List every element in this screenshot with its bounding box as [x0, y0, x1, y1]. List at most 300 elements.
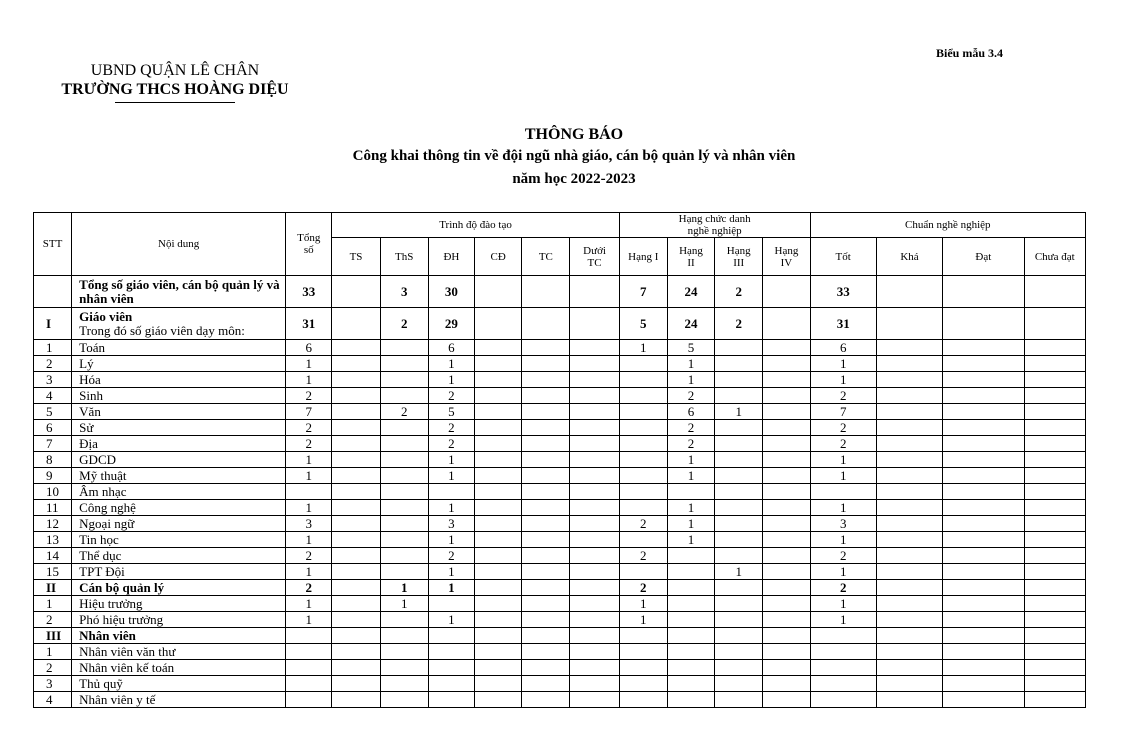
- row-value: [943, 452, 1024, 468]
- group-training-level: Trình độ đào tạo: [332, 213, 619, 238]
- row-value: [428, 644, 474, 660]
- row-value: [1024, 500, 1085, 516]
- row-label: [72, 404, 286, 420]
- row-value: [763, 532, 810, 548]
- row-label-text: Thể dục: [79, 548, 122, 563]
- row-value: 1: [667, 500, 714, 516]
- row-label-text: Phó hiệu trưởng: [79, 612, 164, 627]
- row-value: [380, 676, 428, 692]
- row-label: [72, 548, 286, 564]
- row-value: [1024, 276, 1085, 308]
- row-value: [332, 628, 380, 644]
- col-rank-2: [667, 238, 714, 276]
- row-value: [428, 596, 474, 612]
- row-stt: I: [34, 308, 72, 340]
- row-value: 1: [286, 356, 332, 372]
- row-value: [522, 660, 570, 676]
- row-label: [72, 516, 286, 532]
- col-stt: STT: [34, 213, 72, 276]
- col-ths: ThS: [380, 238, 428, 276]
- document-title: THÔNG BÁO: [524, 126, 624, 143]
- row-value: [763, 420, 810, 436]
- row-value: 5: [619, 308, 667, 340]
- row-value: [943, 356, 1024, 372]
- row-value: [715, 580, 763, 596]
- row-value: [715, 516, 763, 532]
- col-below-tc-label: Dưới TC: [583, 244, 606, 269]
- row-value: [286, 660, 332, 676]
- group-professional-standard: Chuẩn nghề nghiệp: [810, 213, 1085, 238]
- row-value: [876, 340, 942, 356]
- row-label-text: Cán bộ quản lý: [79, 580, 165, 595]
- row-value: [715, 468, 763, 484]
- row-value: 1: [428, 500, 474, 516]
- row-value: [943, 596, 1024, 612]
- row-label: [72, 340, 286, 356]
- header-underline: [115, 102, 235, 103]
- row-value: [943, 420, 1024, 436]
- col-rank-3: [715, 238, 763, 276]
- col-pass: Đạt: [943, 238, 1024, 276]
- row-value: [522, 580, 570, 596]
- row-label-text: Sử: [79, 420, 94, 435]
- school-name: TRƯỜNG THCS HOÀNG DIỆU: [61, 81, 289, 98]
- row-value: [715, 420, 763, 436]
- row-value: [570, 580, 619, 596]
- row-label-text: Sinh: [79, 388, 104, 403]
- row-value: [876, 660, 942, 676]
- row-value: [522, 436, 570, 452]
- row-stt: 8: [34, 452, 72, 468]
- row-value: [876, 564, 942, 580]
- row-value: [810, 628, 876, 644]
- row-value: 5: [428, 404, 474, 420]
- row-label-text: Địa: [79, 436, 98, 451]
- row-value: [475, 340, 522, 356]
- row-value: [763, 660, 810, 676]
- row-value: 1: [667, 356, 714, 372]
- row-label-text: Tin học: [79, 532, 119, 547]
- document-subtitle: Công khai thông tin về đội ngũ nhà giáo, cán bộ quản lý và nhân viên: [352, 148, 796, 164]
- row-value: [715, 660, 763, 676]
- row-value: [715, 612, 763, 628]
- row-label: [72, 596, 286, 612]
- row-value: [763, 644, 810, 660]
- row-label: [72, 692, 286, 708]
- row-value: [522, 692, 570, 708]
- table-row: [34, 628, 1086, 644]
- table-row: [34, 516, 1086, 532]
- row-value: [619, 420, 667, 436]
- row-value: [876, 500, 942, 516]
- row-value: 2: [810, 580, 876, 596]
- row-value: 2: [715, 308, 763, 340]
- row-value: 24: [667, 276, 714, 308]
- row-value: [1024, 468, 1085, 484]
- row-value: [428, 676, 474, 692]
- table-row: [34, 356, 1086, 372]
- row-value: [286, 484, 332, 500]
- row-value: [332, 548, 380, 564]
- row-value: [810, 484, 876, 500]
- row-value: [667, 596, 714, 612]
- row-value: 31: [286, 308, 332, 340]
- row-value: [570, 356, 619, 372]
- row-value: [332, 404, 380, 420]
- row-value: [810, 660, 876, 676]
- row-value: [570, 548, 619, 564]
- row-value: [1024, 532, 1085, 548]
- row-value: [876, 484, 942, 500]
- row-stt: 11: [34, 500, 72, 516]
- col-rank-2-label: Hạng II: [679, 244, 703, 269]
- row-stt: 10: [34, 484, 72, 500]
- row-value: [763, 356, 810, 372]
- row-value: [380, 340, 428, 356]
- row-value: [380, 612, 428, 628]
- row-value: 1: [428, 532, 474, 548]
- row-value: [619, 532, 667, 548]
- row-value: [1024, 420, 1085, 436]
- row-label: [72, 580, 286, 596]
- row-value: [715, 356, 763, 372]
- row-value: 1: [286, 596, 332, 612]
- row-value: [570, 500, 619, 516]
- table-row: [34, 404, 1086, 420]
- row-value: [667, 676, 714, 692]
- row-value: [763, 580, 810, 596]
- row-value: [619, 564, 667, 580]
- row-value: [475, 308, 522, 340]
- row-value: [619, 484, 667, 500]
- row-value: 2: [619, 516, 667, 532]
- row-label-text: Nhân viên kế toán: [79, 660, 175, 675]
- row-value: [1024, 564, 1085, 580]
- row-value: [475, 372, 522, 388]
- row-value: [1024, 692, 1085, 708]
- row-value: [332, 692, 380, 708]
- col-cd: CĐ: [475, 238, 522, 276]
- row-value: [380, 372, 428, 388]
- row-label: [72, 276, 286, 308]
- row-value: [380, 356, 428, 372]
- row-value: [522, 276, 570, 308]
- row-value: [570, 628, 619, 644]
- row-label-text: Thủ quỹ: [79, 676, 123, 691]
- row-value: [286, 644, 332, 660]
- row-value: 33: [810, 276, 876, 308]
- row-value: 2: [619, 580, 667, 596]
- row-value: [619, 436, 667, 452]
- row-value: 1: [428, 372, 474, 388]
- row-value: 1: [667, 372, 714, 388]
- row-value: [619, 644, 667, 660]
- row-value: 2: [286, 548, 332, 564]
- row-value: 1: [810, 468, 876, 484]
- row-value: [380, 628, 428, 644]
- row-value: [763, 692, 810, 708]
- row-value: 2: [286, 420, 332, 436]
- row-value: [763, 404, 810, 420]
- table-row: [34, 676, 1086, 692]
- row-value: [428, 628, 474, 644]
- row-value: [667, 644, 714, 660]
- row-value: [522, 676, 570, 692]
- row-value: [943, 548, 1024, 564]
- row-value: 33: [286, 276, 332, 308]
- row-value: [522, 596, 570, 612]
- table-row: [34, 484, 1086, 500]
- row-value: [876, 628, 942, 644]
- row-value: [667, 660, 714, 676]
- row-value: [943, 388, 1024, 404]
- row-value: [943, 628, 1024, 644]
- row-value: 2: [667, 420, 714, 436]
- row-value: 1: [286, 468, 332, 484]
- row-value: [1024, 356, 1085, 372]
- table-row: [34, 532, 1086, 548]
- col-content: Nội dung: [72, 213, 286, 276]
- row-value: [763, 484, 810, 500]
- row-value: 1: [810, 596, 876, 612]
- row-value: [1024, 628, 1085, 644]
- row-value: [380, 564, 428, 580]
- group-professional-rank: [619, 213, 810, 238]
- row-label: [72, 420, 286, 436]
- row-value: 1: [286, 532, 332, 548]
- row-value: [428, 484, 474, 500]
- row-label-text: Công nghệ: [79, 500, 136, 515]
- row-value: [943, 532, 1024, 548]
- row-value: 3: [428, 516, 474, 532]
- row-value: [876, 276, 942, 308]
- row-label-text: Mỹ thuật: [79, 468, 127, 483]
- row-value: [763, 596, 810, 612]
- row-value: [522, 452, 570, 468]
- row-value: 2: [428, 548, 474, 564]
- row-value: [763, 436, 810, 452]
- row-value: [522, 340, 570, 356]
- district-name: UBND QUẬN LÊ CHÂN: [90, 62, 260, 79]
- row-value: [763, 388, 810, 404]
- row-value: 2: [715, 276, 763, 308]
- row-value: [332, 468, 380, 484]
- row-value: [475, 628, 522, 644]
- row-value: [1024, 660, 1085, 676]
- row-stt: [34, 276, 72, 308]
- row-stt: 5: [34, 404, 72, 420]
- row-value: [570, 564, 619, 580]
- row-value: 1: [286, 564, 332, 580]
- row-value: [943, 468, 1024, 484]
- row-value: [763, 372, 810, 388]
- row-value: [619, 404, 667, 420]
- row-value: 2: [286, 580, 332, 596]
- staff-table: [33, 212, 1086, 708]
- row-value: [943, 660, 1024, 676]
- row-label-text: TPT Đội: [79, 564, 125, 579]
- row-value: [522, 516, 570, 532]
- row-value: 2: [380, 308, 428, 340]
- row-value: [876, 580, 942, 596]
- row-value: [522, 500, 570, 516]
- row-value: 1: [715, 564, 763, 580]
- row-value: [619, 468, 667, 484]
- row-value: [715, 644, 763, 660]
- row-value: [763, 516, 810, 532]
- row-value: [1024, 596, 1085, 612]
- row-value: [1024, 548, 1085, 564]
- row-value: [876, 596, 942, 612]
- row-value: [570, 340, 619, 356]
- row-stt: 3: [34, 372, 72, 388]
- row-value: [332, 644, 380, 660]
- row-value: 3: [286, 516, 332, 532]
- row-value: [570, 484, 619, 500]
- row-value: 1: [810, 612, 876, 628]
- col-total: [286, 213, 332, 276]
- row-value: [570, 660, 619, 676]
- row-value: 2: [667, 436, 714, 452]
- row-value: [475, 452, 522, 468]
- row-value: [332, 612, 380, 628]
- row-label: [72, 500, 286, 516]
- col-below-tc: [570, 238, 619, 276]
- row-value: [943, 612, 1024, 628]
- row-value: [475, 596, 522, 612]
- table-row: [34, 452, 1086, 468]
- row-value: [332, 308, 380, 340]
- row-value: 3: [810, 516, 876, 532]
- row-value: [1024, 452, 1085, 468]
- row-value: [428, 660, 474, 676]
- row-label-text: Nhân viên văn thư: [79, 644, 176, 659]
- row-stt: 1: [34, 644, 72, 660]
- row-value: [475, 404, 522, 420]
- row-value: [876, 436, 942, 452]
- row-label-text: Tổng số giáo viên, cán bộ quản lý và nhân viên: [79, 276, 280, 306]
- row-stt: 9: [34, 468, 72, 484]
- row-value: [380, 532, 428, 548]
- row-value: 7: [286, 404, 332, 420]
- row-value: [715, 676, 763, 692]
- row-value: [943, 692, 1024, 708]
- row-value: [380, 692, 428, 708]
- row-label-text: Toán: [79, 340, 105, 355]
- row-value: [475, 420, 522, 436]
- row-value: 1: [380, 596, 428, 612]
- row-stt: 1: [34, 596, 72, 612]
- row-value: [286, 676, 332, 692]
- row-value: [1024, 372, 1085, 388]
- row-value: [715, 388, 763, 404]
- row-value: [763, 500, 810, 516]
- table-row: [34, 436, 1086, 452]
- row-value: [876, 372, 942, 388]
- row-value: [332, 516, 380, 532]
- row-value: [763, 628, 810, 644]
- row-value: [810, 676, 876, 692]
- row-value: [715, 692, 763, 708]
- row-stt: 13: [34, 532, 72, 548]
- row-value: [380, 644, 428, 660]
- col-tc: TC: [522, 238, 570, 276]
- row-label-text: GDCD: [79, 452, 117, 467]
- row-value: [475, 388, 522, 404]
- row-value: [570, 404, 619, 420]
- row-stt: 3: [34, 676, 72, 692]
- row-value: [570, 532, 619, 548]
- row-value: 2: [286, 436, 332, 452]
- row-value: [475, 532, 522, 548]
- row-stt: 15: [34, 564, 72, 580]
- row-value: 1: [810, 452, 876, 468]
- row-value: [332, 276, 380, 308]
- table-row: [34, 468, 1086, 484]
- row-value: [522, 644, 570, 660]
- row-value: 1: [286, 500, 332, 516]
- row-value: [810, 692, 876, 708]
- row-value: [475, 436, 522, 452]
- form-number: Biểu mẫu 3.4: [936, 46, 1004, 60]
- row-value: [475, 548, 522, 564]
- row-value: [715, 532, 763, 548]
- row-label-text: Lý: [79, 356, 94, 371]
- row-value: [1024, 340, 1085, 356]
- row-value: [570, 420, 619, 436]
- table-row: [34, 596, 1086, 612]
- row-value: [332, 452, 380, 468]
- table-row: [34, 372, 1086, 388]
- row-value: [715, 372, 763, 388]
- row-label: [72, 452, 286, 468]
- row-value: [763, 676, 810, 692]
- row-value: [570, 516, 619, 532]
- row-stt: II: [34, 580, 72, 596]
- row-value: 1: [428, 564, 474, 580]
- row-value: [1024, 404, 1085, 420]
- row-value: 6: [667, 404, 714, 420]
- row-value: [286, 628, 332, 644]
- row-value: [570, 436, 619, 452]
- col-fair: Khá: [876, 238, 942, 276]
- table-row: [34, 420, 1086, 436]
- row-value: [715, 452, 763, 468]
- row-value: 30: [428, 276, 474, 308]
- row-value: [876, 692, 942, 708]
- row-value: [522, 308, 570, 340]
- table-row: [34, 612, 1086, 628]
- row-value: [1024, 612, 1085, 628]
- row-value: 1: [667, 532, 714, 548]
- row-value: [876, 548, 942, 564]
- row-value: [380, 484, 428, 500]
- col-rank-4: [763, 238, 810, 276]
- row-value: 2: [810, 420, 876, 436]
- col-rank-1: Hạng I: [619, 238, 667, 276]
- row-value: 6: [428, 340, 474, 356]
- row-value: [715, 628, 763, 644]
- row-label: [72, 564, 286, 580]
- row-label: [72, 628, 286, 644]
- row-value: [1024, 644, 1085, 660]
- row-value: [876, 532, 942, 548]
- row-value: [332, 356, 380, 372]
- row-value: 1: [667, 468, 714, 484]
- row-value: [570, 596, 619, 612]
- row-value: [715, 596, 763, 612]
- row-value: [522, 468, 570, 484]
